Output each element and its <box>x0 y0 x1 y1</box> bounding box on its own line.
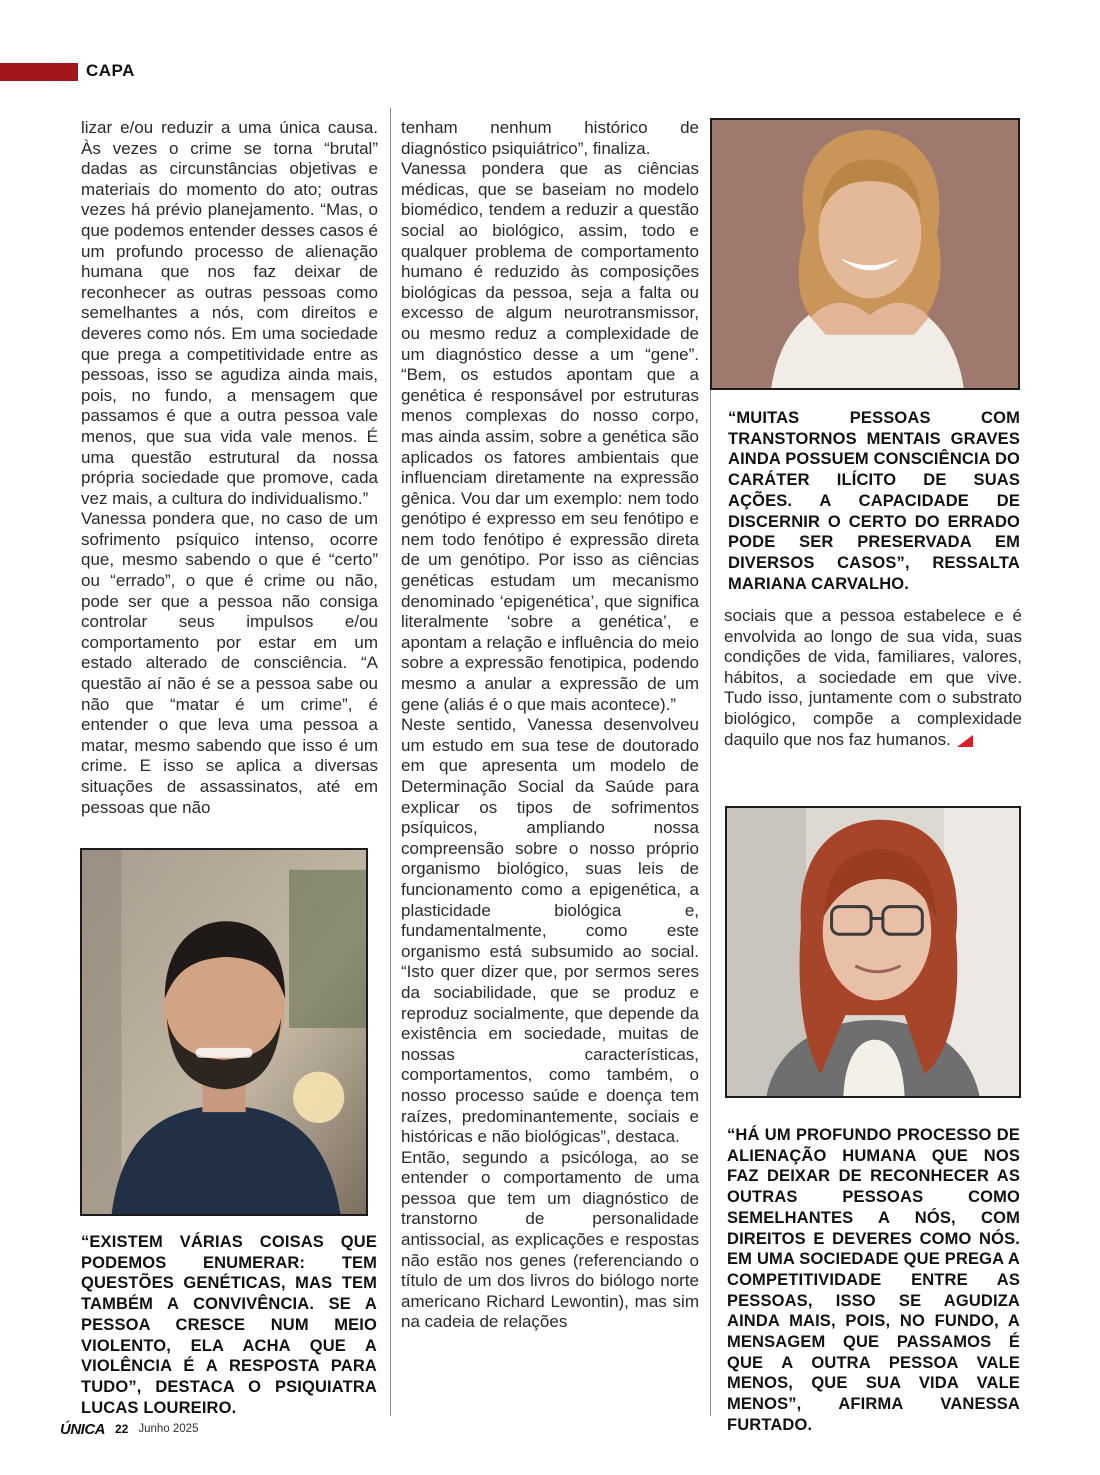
article-column-2 <box>401 118 699 1333</box>
paragraph: lizar e/ou reduzir a uma única causa. Às vezes o crime se torna “brutal” dadas as circunstâncias objetivas e materiais do momento do ato; outras vezes há prévio planejamento. “Mas, o que podemos entender desses casos é um profundo processo de alienação humana que nos faz deixar de reconhecer as outras pessoas como semelhantes a nós, com direitos e deveres como nós. Em uma sociedade que prega a competitividade entre as pessoas, isso se agudiza ainda mais, pois, no fundo, a mensagem que passamos é que a outra pessoa vale menos, que sua vida vale menos. É uma questão estrutural da nossa própria sociedade que promove, cada vez mais, a cultura do individualismo.” <box>81 118 378 508</box>
photo-vanessa-furtado <box>725 806 1021 1098</box>
article-column-3 <box>724 606 1022 750</box>
pull-quote-mariana: “MUITAS PESSOAS COM TRANSTORNOS MENTAIS GRAVES AINDA POSSUEM CONSCIÊNCIA DO CARÁTER ILÍCITO DE SUAS AÇÕES. A CAPACIDADE DE DISCERNIR O CERTO DO ERRADO PODE SER PRESERVADA EM DIVERSOS CASOS”, RESSALTA MARIANA CARVALHO. <box>728 409 1020 593</box>
paragraph: Neste sentido, Vanessa desenvolveu um estudo em sua tese de doutorado em que apresenta um modelo de Determinação Social da Saúde para explicar os tipos de sofrimentos psíquicos, ampliando nossa compreensão sobre o nosso próprio organismo biológico, suas leis de funcionamento como a epigenética, a plasticidade biológica e, fundamentalmente, como este organismo está subsumido ao social. “Isto quer dizer que, por sermos seres da sociabilidade, que se produz e reproduz socialmente, que depende da existência em sociedade, muitas de nossas características, comportamentos, como também, o nosso processo saúde e doença tem raízes, predominantemente, sociais e históricas e não biológicas”, destaca. <box>401 715 699 1147</box>
paragraph <box>724 606 1022 750</box>
section-color-bar <box>0 63 78 81</box>
photo-mariana-carvalho <box>710 118 1020 390</box>
page-number: 22 <box>115 1422 129 1436</box>
photo-lucas-loureiro <box>80 848 368 1216</box>
issue-date: Junho 2025 <box>138 1423 199 1435</box>
magazine-logo: ÚNICA <box>60 1420 105 1438</box>
paragraph: Vanessa pondera que as ciências médicas, que se baseiam no modelo biomédico, tendem a reduzir a questão social ao biológico, assim, todo e qualquer problema de comportamento humano é reduzido às composições biológicas da pessoa, seja a falta ou excesso de algum neurotransmissor, ou mesmo reduz a complexidade de um diagnóstico desse a um “gene”. “Bem, os estudos apontam que a genética é responsável por estruturas menos complexas do nosso corpo, mas ainda assim, sobre a genética são aplicados os fatores ambientais que influenciam diretamente na expressão gênica. Vou dar um exemplo: nem todo genótipo é expresso em seu fenótipo e nem todo fenótipo é expressão direta de um genótipo. Por isso as ciências genéticas estudam um mecanismo denominado ‘epigenética’, que significa literalmente ‘sobre a genética’, e apontam a relação e influência do meio sobre a expressão fenotipica, podendo mesmo a anular a expressão de um gene (aliás é o que mais acontece).” <box>401 159 699 714</box>
pull-quote-vanessa: “HÁ UM PROFUNDO PROCESSO DE ALIENAÇÃO HUMANA QUE NOS FAZ DEIXAR DE RECONHECER AS OUTRAS PESSOAS COMO SEMELHANTES A NÓS, COM DIREITOS E DEVERES COMO NÓS. EM UMA SOCIEDADE QUE PREGA A COMPETITIVIDADE ENTRE AS PESSOAS, ISSO SE AGUDIZA AINDA MAIS, POIS, NO FUNDO, A MENSAGEM QUE PASSAMOS É QUE A OUTRA PESSOA VALE MENOS, QUE SUA VIDA VALE MENOS”, AFIRMA VANESSA FURTADO. <box>727 1126 1020 1434</box>
paragraph-text: sociais que a pessoa estabelece e é envolvida ao longo de sua vida, suas condições de vida, familiares, valores, hábitos, a sociedade em que vive. Tudo isso, juntamente com o substrato biológico, compõe a complexidade daquilo que nos faz humanos. <box>724 606 1022 749</box>
column-divider <box>710 390 711 1416</box>
pull-quote-lucas: “EXISTEM VÁRIAS COISAS QUE PODEMOS ENUMERAR: TEM QUESTÕES GENÉTICAS, MAS TEM TAMBÉM A CONVIVÊNCIA. SE A PESSOA CRESCE NUM MEIO VIOLENTO, ELA ACHA QUE A VIOLÊNCIA É A RESPOSTA PARA TUDO”, DESTACA O PSIQUIATRA LUCAS LOUREIRO. <box>81 1233 377 1417</box>
paragraph: tenham nenhum histórico de diagnóstico psiquiátrico”, finaliza. <box>401 118 699 158</box>
column-divider <box>390 108 391 1416</box>
paragraph: Vanessa pondera que, no caso de um sofrimento psíquico intenso, ocorre que, mesmo sabendo o que é “certo” ou “errado”, o que é crime ou não, pode ser que a pessoa não consiga controlar seus impulsos e/ou comportamento por estar em um estado alterado de consciência. “A questão aí não é se a pessoa sabe ou não que “matar é um crime”, é entender o que leva uma pessoa a matar, mesmo sabendo que isso é um crime. E isso se aplica a diversas situações de assassinatos, até em pessoas que não <box>81 509 378 817</box>
article-column-1 <box>81 118 378 818</box>
section-label: CAPA <box>86 61 135 80</box>
end-of-article-mark <box>957 735 973 747</box>
paragraph: Então, segundo a psicóloga, ao se entender o comportamento de uma pessoa que tem um diagnóstico de transtorno de personalidade antissocial, as explicações e respostas não estão nos genes (referenciando o título de um dos livros do biólogo norte americano Richard Lewontin), mas sim na cadeia de relações <box>401 1147 699 1332</box>
page-footer <box>60 1419 198 1439</box>
